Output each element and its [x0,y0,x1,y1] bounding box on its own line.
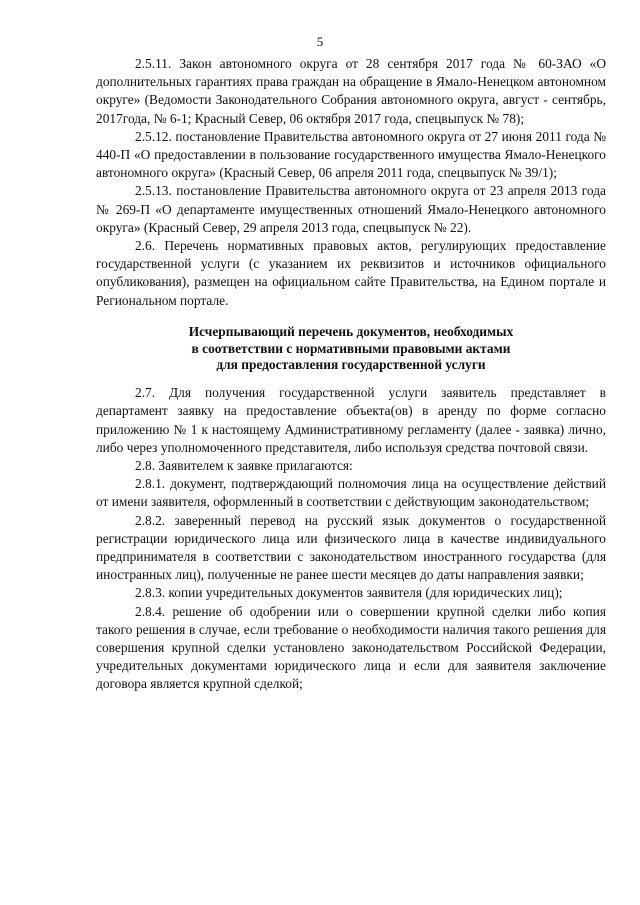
paragraph-2-5-11: 2.5.11. Закон автономного округа от 28 сентября 2017 года № 60-ЗАО «О дополнительных гарантиях права граждан на обращение в Ямало-Ненецком автономном округе» (Ведомости Законодательного Собрания автономного округа, август - сентябрь, 2017года, № 6-1; Красный Север, 06 октября 2017 года, спецвыпуск № 78); [96,56,606,126]
paragraph-2-5-13: 2.5.13. постановление Правительства автономного округа от 23 апреля 2013 года № 269-П «О департаменте имущественных отношений Ямало-Ненецкого автономного округа» (Красный Север, 29 апреля 2013 года, спецвыпуск № 22). [96,183,606,235]
paragraph-2-8-3: 2.8.3. копии учредительных документов заявителя (для юридических лиц); [135,585,563,601]
paragraph-2-6: 2.6. Перечень нормативных правовых актов, регулирующих предоставление государственной услуги (с указанием их реквизитов и источников официального опубликования), размещен на официальном сайте Правительства, на Едином портале и Региональном портале. [96,238,606,308]
paragraph-2-8-4: 2.8.4. решение об одобрении или о совершении крупной сделки либо копия такого решения в случае, если требование о необходимости наличия такого решения для совершения крупной сделки установлено законодательством Российской Федерации, учредительных документами юридического лица и если для заявителя заключение договора является крупной сделкой; [96,603,606,692]
paragraph-2-8-1: 2.8.1. документ, подтверждающий полномочия лица на осуществление действий от имени заявителя, оформленный в соответствии с действующим законодательством; [96,476,606,510]
paragraph-2-8: 2.8. Заявителем к заявке прилагаются: [135,458,353,474]
section-heading [96,324,606,374]
paragraph-2-7: 2.7. Для получения государственной услуги заявитель представляет в департамент заявку на предоставление объекта(ов) в аренду по форме согласно приложению № 1 к настоящему Административному регламенту (далее - заявка) лично, либо через уполномоченного представителя, либо используя средства почтовой связи. [96,385,606,455]
page-number: 5 [316,34,324,49]
section-heading-line-1: Исчерпывающий перечень документов, необходимых [188,323,514,339]
section-heading-line-3: для предоставления государственной услуги [216,357,486,373]
document-body [96,55,606,694]
paragraph-2-8-2: 2.8.2. заверенный перевод на русский язык документов о государственной регистрации юридического лица или физического лица в качестве индивидуального предпринимателя в соответствии с законодательством иностранного государства (для иностранных лиц), полученные не ранее шести месяцев до даты направления заявки; [96,512,606,583]
paragraph-2-5-12: 2.5.12. постановление Правительства автономного округа от 27 июня 2011 года № 440-П «О предоставлении в пользование государственного имущества Ямало-Ненецкого автономного округа» (Красный Север, 06 апреля 2011 года, спецвыпуск № 39/1); [96,128,606,181]
section-heading-line-2: в соответствии с нормативными правовыми актами [191,340,511,356]
